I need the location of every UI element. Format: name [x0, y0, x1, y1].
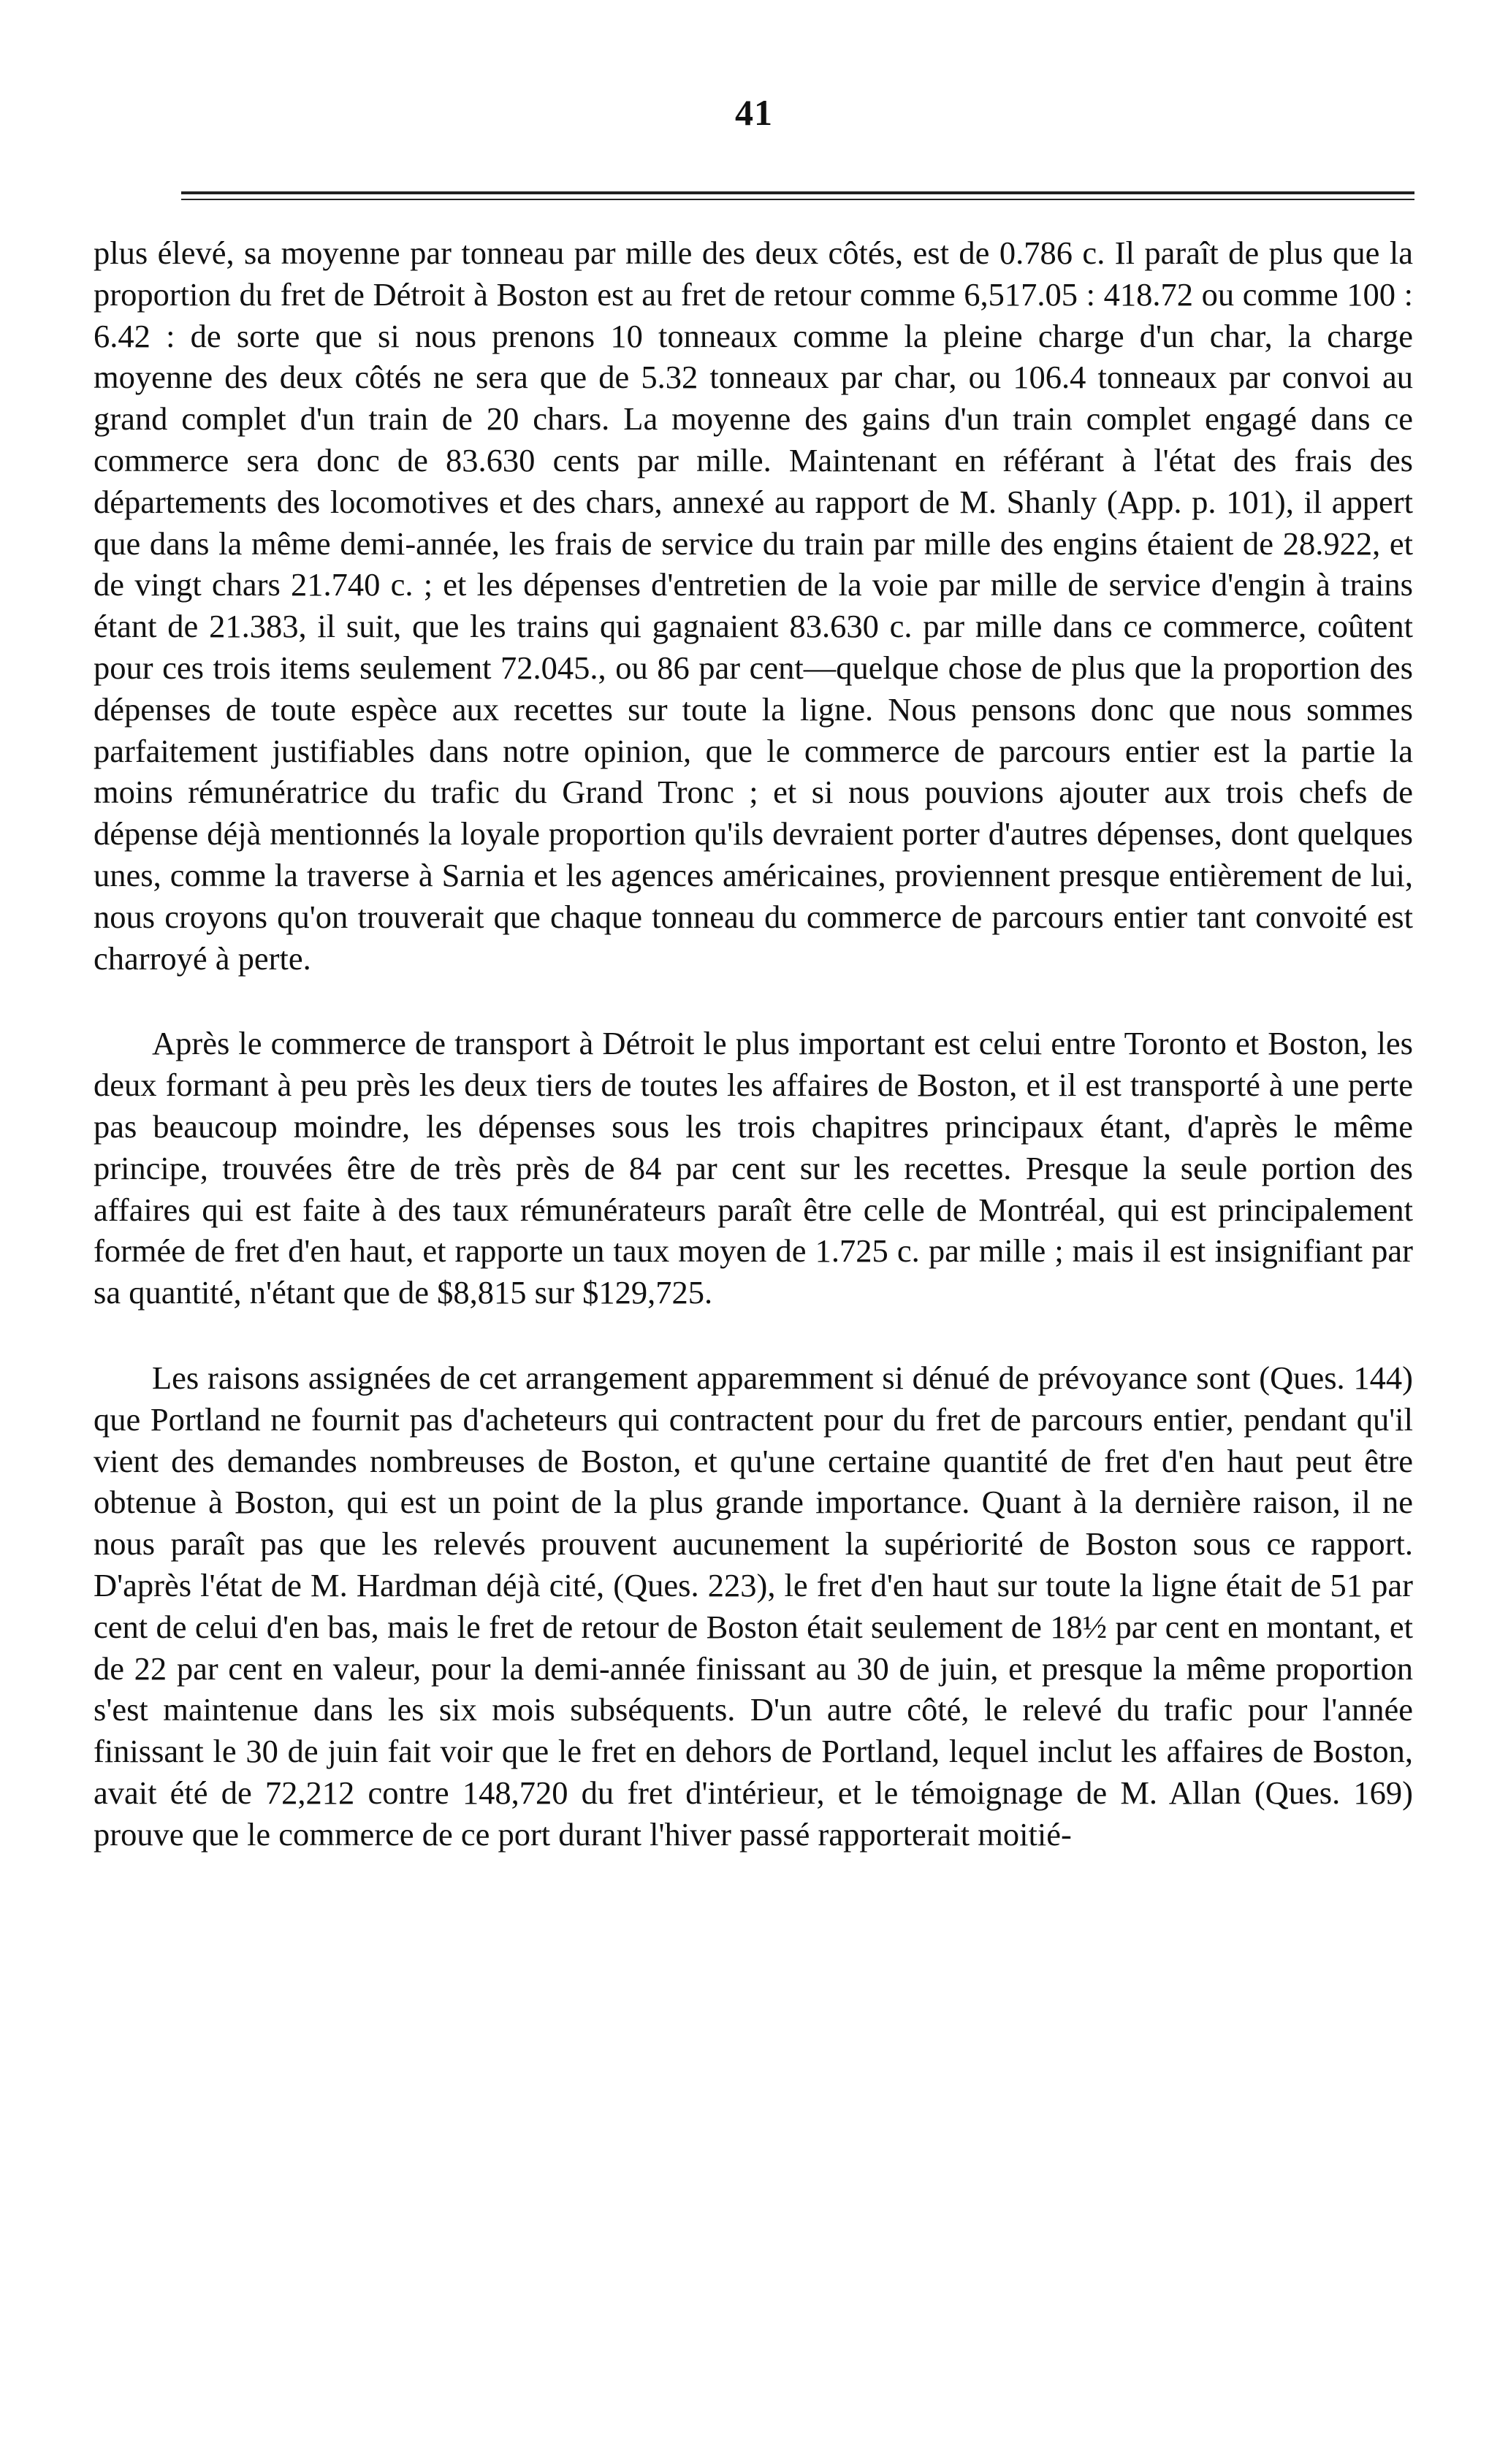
paragraph-continuation: plus élevé, sa moyenne par tonneau par mille des deux côtés, est de 0.786 c. Il paraît de plus que la proportion du fret de Détroit à Boston est au fret de retour comme 6,517.05 : 418.72 ou comme 100 : 6.42 : de sorte que si nous prenons 10 tonneaux comme la pleine charge d'un char, la charge moyenne des deux côtés ne sera que de 5.32 tonneaux par char, ou 106.4 tonneaux par convoi au grand complet d'un train de 20 chars. La moyenne des gains d'un train complet engagé dans ce commerce sera donc de 83.630 cents par mille. Maintenant en référant à l'état des frais des départements des locomotives et des chars, annexé au rapport de M. Shanly (App. p. 101), il appert que dans la même demi-année, les frais de service du train par mille des engins étaient de 28.922, et de vingt chars 21.740 c. ; et les dépenses d'entretien de la voie par mille de service d'engin à trains étant de 21.383, il suit, que les trains qui gagnaient 83.630 c. par mille dans ce commerce, coûtent pour ces trois items seulement 72.045., ou 86 par cent—quelque chose de plus que la proportion des dépenses de toute espèce aux recettes sur toute la ligne. Nous pensons donc que nous sommes parfaitement justifiables dans notre opinion, que le commerce de parcours entier est la partie la moins rémunératrice du trafic du Grand Tronc ; et si nous pouvions ajouter aux trois chefs de dépense déjà mentionnés la loyale proportion qu'ils devraient porter d'autres dépenses, dont quelques unes, comme la traverse à Sarnia et les agences américaines, proviennent presque entièrement de lui, nous croyons qu'on trouverait que chaque tonneau du commerce de parcours entier tant convoité est charroyé à perte.: [94, 234, 1413, 977]
header-rule-thin: [181, 199, 1414, 200]
page-number: 41: [735, 92, 773, 133]
paragraph-toronto-boston: Après le commerce de transport à Détroit le plus important est celui entre Toronto et Boston, les deux formant à peu près les deux tiers de toutes les affaires de Boston, et il est transporté à une perte pas beaucoup moindre, les dépenses sous les trois chapitres principaux étant, d'après le même principe, trouvées être de très près de 84 par cent sur les recettes. Presque la seule portion des affaires qui est faite à des taux rémunérateurs paraît être celle de Montréal, qui est principalement formée de fret d'en haut, et rapporte un taux moyen de 1.725 c. par mille ; mais il est insignifiant par sa quantité, n'étant que de $8,815 sur $129,725.: [94, 1025, 1413, 1311]
text-body: [94, 232, 1413, 1855]
paragraph-raisons: Les raisons assignées de cet arrangement apparemment si dénué de prévoyance sont (Ques. 144) que Portland ne fournit pas d'acheteurs qui contractent pour du fret de parcours entier, pendant qu'il vient des demandes nombreuses de Boston, et qu'une certaine quantité de fret d'en haut peut être obtenue à Boston, qui est un point de la plus grande importance. Quant à la dernière raison, il ne nous paraît pas que les relevés prouvent aucunement la supériorité de Boston sous ce rapport. D'après l'état de M. Hardman déjà cité, (Ques. 223), le fret d'en haut sur toute la ligne était de 51 par cent de celui d'en bas, mais le fret de retour de Boston était seulement de 18½ par cent en montant, et de 22 par cent en valeur, pour la demi-année finissant au 30 de juin, et presque la même proportion s'est maintenue dans les six mois subséquents. D'un autre côté, le relevé du trafic pour l'année finissant le 30 de juin fait voir que le fret en dehors de Portland, lequel inclut les affaires de Boston, avait été de 72,212 contre 148,720 du fret d'intérieur, et le témoignage de M. Allan (Ques. 169) prouve que le commerce de ce port durant l'hiver passé rapporterait moitié-: [94, 1359, 1413, 1853]
header-rule-thick: [181, 191, 1414, 194]
